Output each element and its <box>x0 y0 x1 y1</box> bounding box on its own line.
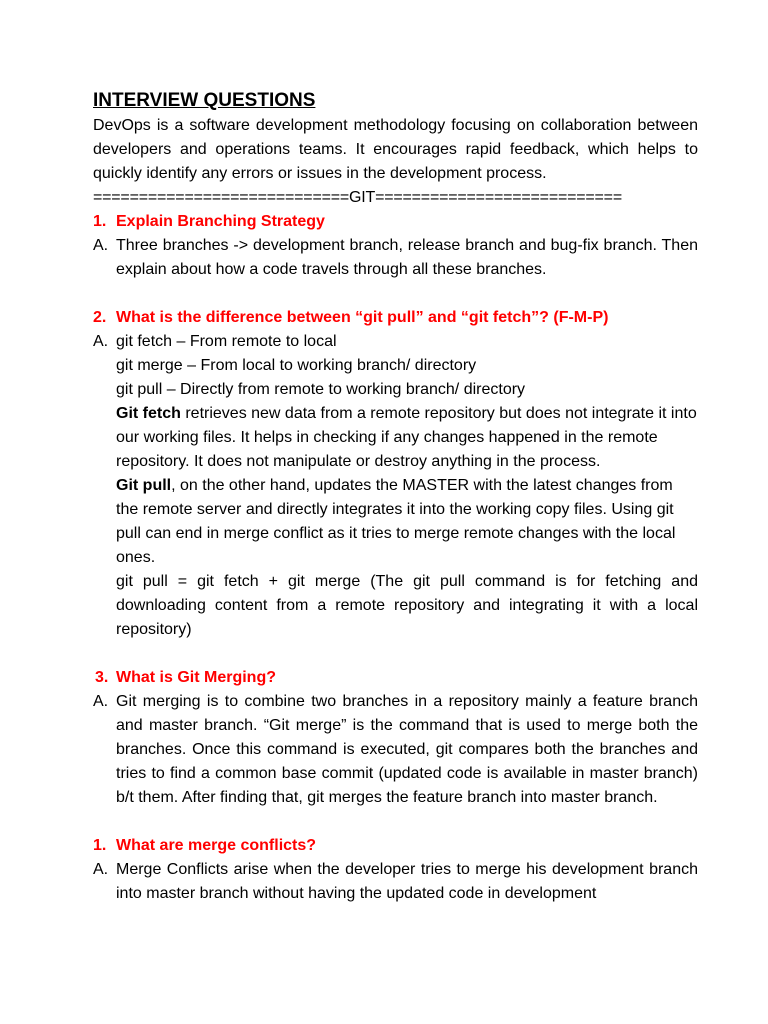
answer-marker: A. <box>93 693 109 710</box>
git-section-separator: ============================GIT=========================== <box>93 189 622 206</box>
answer-line-merge: git merge – From local to working branch/ directory <box>116 357 477 374</box>
git-fetch-paragraph <box>93 402 698 474</box>
question-3 <box>93 666 698 690</box>
question-text: What are merge conflicts? <box>116 837 317 854</box>
question-number: 3. <box>95 669 109 686</box>
answer-text: Merge Conflicts arise when the developer tries to merge his development branch into master branch without having the updated code in development <box>116 861 698 902</box>
document-page <box>93 88 698 906</box>
blank-line <box>93 282 698 306</box>
blank-line <box>93 642 698 666</box>
git-fetch-description: retrieves new data from a remote repository but does not integrate it into our working files. It helps in checking if any changes happened in the remote repository. It does not manipulate or destroy anything in the process. <box>116 405 697 470</box>
answer-marker: A. <box>93 237 109 254</box>
question-4 <box>93 834 698 858</box>
git-pull-paragraph <box>93 474 698 570</box>
answer-3 <box>93 690 698 810</box>
question-1 <box>93 210 698 234</box>
answer-text: Three branches -> development branch, release branch and bug-fix branch. Then explain about how a code travels through all these branches. <box>116 237 698 278</box>
question-text: What is the difference between “git pull” and “git fetch”? (F-M-P) <box>116 309 609 326</box>
answer-line-fetch: git fetch – From remote to local <box>116 333 337 350</box>
answer-4 <box>93 858 698 906</box>
intro-paragraph: DevOps is a software development methodology focusing on collaboration between developers and operations teams. It encourages rapid feedback, which helps to quickly identify any errors or issues in the development process. <box>93 117 698 182</box>
question-2 <box>93 306 698 330</box>
question-number: 1. <box>93 837 107 854</box>
answer-2 <box>93 330 698 354</box>
answer-1 <box>93 234 698 282</box>
question-number: 2. <box>93 309 107 326</box>
answer-line-pull: git pull – Directly from remote to working branch/ directory <box>116 381 526 398</box>
page-title: INTERVIEW QUESTIONS <box>93 90 316 111</box>
git-pull-term: Git pull <box>116 477 172 494</box>
answer-text: Git merging is to combine two branches in a repository mainly a feature branch and master branch. “Git merge” is the command that is used to merge both the branches. Once this command is executed, git compares both the branches and tries to find a common base commit (updated code is available in master branch) b/t them. After finding that, git merges the feature branch into master branch. <box>116 693 698 806</box>
git-pull-description: , on the other hand, updates the MASTER with the latest changes from the remote server and directly integrates it into the working copy files. Using git pull can end in merge conflict as it tries to merge remote changes with the local ones. <box>116 477 676 566</box>
git-pull-formula: git pull = git fetch + git merge (The git pull command is for fetching and downloading content from a remote repository and integrating it with a local repository) <box>116 573 698 638</box>
question-number: 1. <box>93 213 107 230</box>
question-text: What is Git Merging? <box>116 669 276 686</box>
blank-line <box>93 810 698 834</box>
answer-marker: A. <box>93 861 109 878</box>
question-text: Explain Branching Strategy <box>116 213 325 230</box>
git-fetch-term: Git fetch <box>116 405 181 422</box>
answer-marker: A. <box>93 333 109 350</box>
